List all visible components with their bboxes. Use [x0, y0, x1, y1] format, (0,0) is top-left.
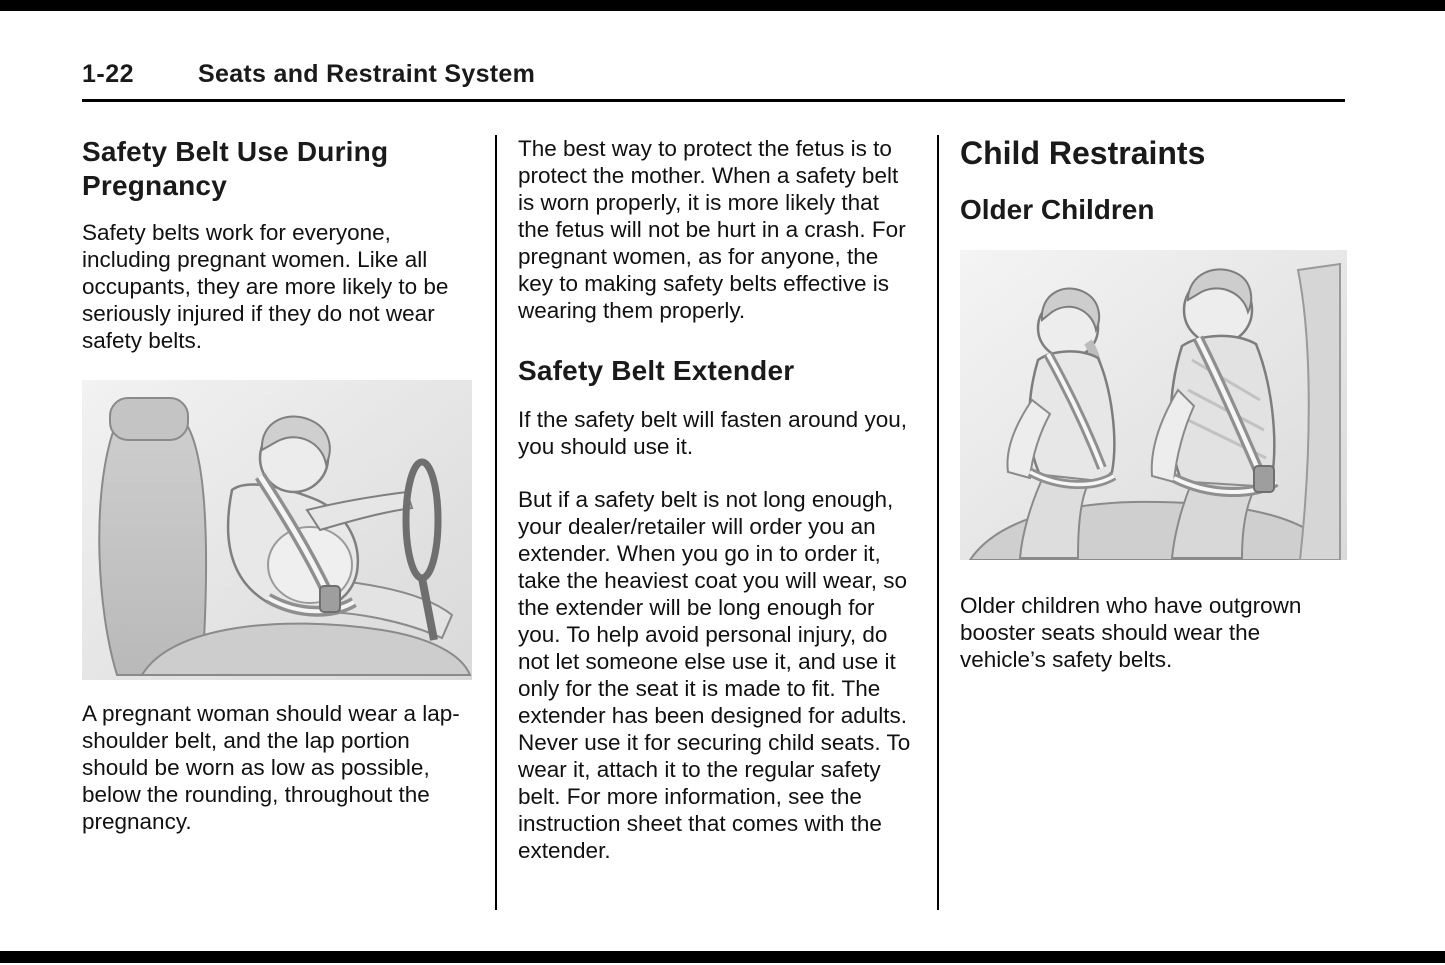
heading-child-restraints: Child Restraints [960, 135, 1206, 171]
bottom-border-bar [0, 951, 1445, 963]
column-extender [518, 135, 916, 910]
column-divider-2 [937, 135, 939, 910]
heading-older-children: Older Children [960, 193, 1155, 225]
heading-safety-belt-use-during-pregnancy: Safety Belt Use During Pregnancy [82, 136, 389, 202]
column-child-restraints [960, 135, 1352, 910]
pregnant-woman-belt-drawing [82, 380, 472, 680]
column-pregnancy [82, 135, 474, 910]
page-number: 1-22 [82, 60, 135, 88]
paragraph-extender-fasten: If the safety belt will fasten around you, you should use it. [518, 407, 907, 460]
paragraph-pregnancy-advice: A pregnant woman should wear a lap-shoulder belt, and the lap portion should be worn as low as possible, below the rounding, throughout the pregnancy. [82, 701, 460, 835]
paragraph-protect-fetus: The best way to protect the fetus is to protect the mother. When a safety belt is worn properly, it is more likely that the fetus will not be hurt in a crash. For pregnant women, as for anyone, the key to making safety belts effective is wearing them properly. [518, 136, 906, 323]
heading-safety-belt-extender: Safety Belt Extender [518, 355, 795, 386]
pregnant-woman-belt-illustration [82, 380, 474, 680]
page-title: Seats and Restraint System [198, 60, 536, 88]
paragraph-older-children: Older children who have outgrown booster seats should wear the vehicle’s safety belts. [960, 592, 1302, 672]
page-columns [82, 135, 1352, 910]
header-rule [82, 99, 1345, 102]
column-divider-1 [495, 135, 497, 910]
older-children-belt-illustration [960, 250, 1352, 560]
page-header [82, 60, 1345, 102]
paragraph-pregnancy-intro: Safety belts work for everyone, including pregnant women. Like all occupants, they are more likely to be seriously injured if they do not wear safety belts. [82, 220, 449, 354]
older-children-belt-drawing [960, 250, 1347, 560]
paragraph-extender-details: But if a safety belt is not long enough, your dealer/retailer will order you an extender. When you go in to order it, take the heaviest coat you will wear, so the extender will be long enough for you. To help avoid personal injury, do not let someone else use it, and use it only for the seat it is made to fit. The extender has been designed for adults. Never use it for securing child seats. To wear it, attach it to the regular safety belt. For more information, see the instruction sheet that comes with the extender. [518, 487, 911, 864]
top-border-bar [0, 0, 1445, 11]
